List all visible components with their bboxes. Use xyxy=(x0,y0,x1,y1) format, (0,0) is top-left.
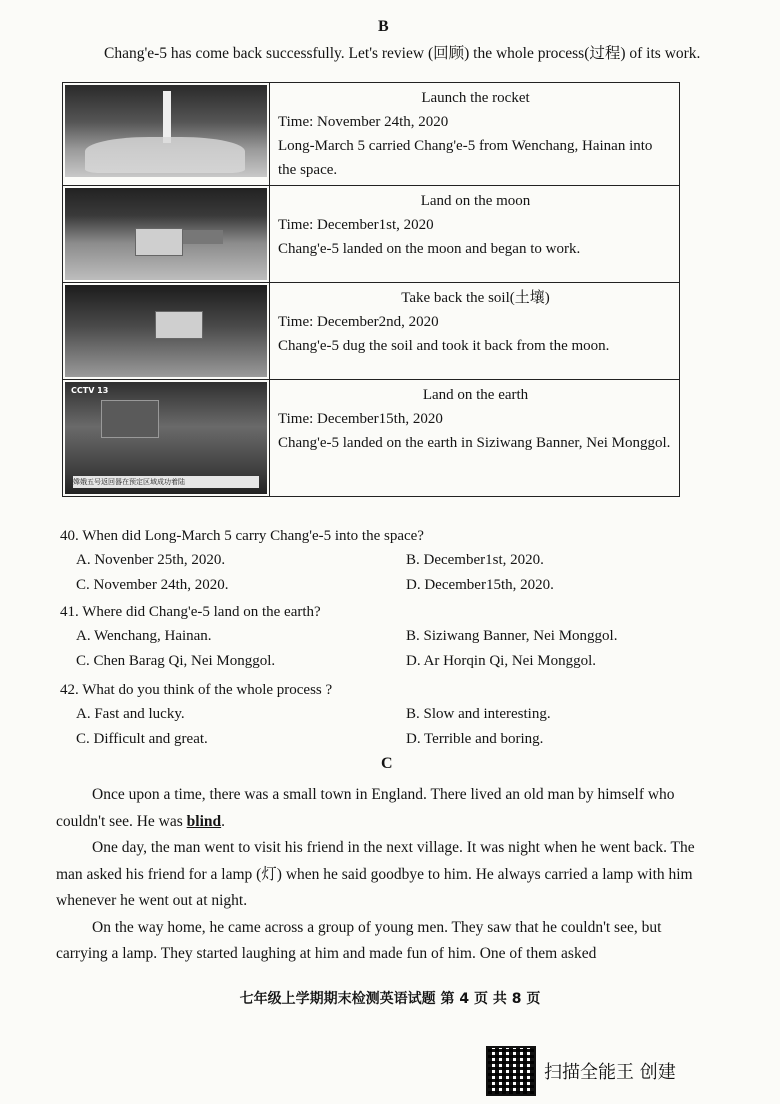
qr-code-icon xyxy=(486,1046,536,1096)
question-stem: 40. When did Long-March 5 carry Chang'e-5 into the space? xyxy=(60,528,424,544)
step-time: Time: December2nd, 2020 xyxy=(278,314,439,330)
section-c-heading: C xyxy=(381,755,393,772)
step-desc: Chang'e-5 landed on the earth in Siziwang Banner, Nei Monggol. xyxy=(278,435,671,451)
step-desc: Chang'e-5 landed on the moon and began to work. xyxy=(278,241,581,257)
rocket-launch-photo xyxy=(65,85,267,177)
question-stem: 41. Where did Chang'e-5 land on the earth? xyxy=(60,604,321,620)
question-stem: 42. What do you think of the whole process ? xyxy=(60,682,333,698)
lunar-sampling-photo xyxy=(65,285,267,377)
option-a: A. Fast and lucky. xyxy=(76,706,185,722)
paragraph-1 xyxy=(56,782,696,835)
paragraph-text: . xyxy=(221,812,225,830)
question-42 xyxy=(60,678,720,752)
moon-landing-photo xyxy=(65,188,267,280)
process-text-cell xyxy=(270,186,680,283)
option-c: C. November 24th, 2020. xyxy=(76,577,229,593)
table-row xyxy=(63,186,680,283)
tv-caption: 嫦娥五号返回器在预定区域成功着陆 xyxy=(73,476,259,488)
step-title: Take back the soil(土壤) xyxy=(401,290,550,306)
option-d: D. Ar Horqin Qi, Nei Monggol. xyxy=(406,653,596,669)
process-text-cell xyxy=(270,83,680,186)
question-41 xyxy=(60,600,720,674)
flag-shape xyxy=(101,400,159,438)
image-cell xyxy=(63,186,270,283)
step-time: Time: December15th, 2020 xyxy=(278,411,443,427)
smoke-shape xyxy=(85,137,245,173)
step-title: Land on the earth xyxy=(422,387,529,403)
process-text-cell xyxy=(270,380,680,497)
step-title: Launch the rocket xyxy=(421,90,530,106)
solar-panel-shape xyxy=(183,230,223,244)
section-b-heading: B xyxy=(378,18,389,35)
option-c: C. Difficult and great. xyxy=(76,731,208,747)
table-row xyxy=(63,283,680,380)
paragraph-text: Once upon a time, there was a small town in England. There lived an old man by himself who couldn't see. He was xyxy=(56,786,675,830)
option-c: C. Chen Barag Qi, Nei Monggol. xyxy=(76,653,276,669)
step-desc: Chang'e-5 dug the soil and took it back from the moon. xyxy=(278,338,610,354)
paragraph-2: One day, the man went to visit his friend in the next village. It was night when he went back. The man asked his friend for a lamp (灯) when he said goodbye to him. He always carried a lamp with him whenever he went out at night. xyxy=(56,839,695,909)
step-time: Time: December1st, 2020 xyxy=(278,217,434,233)
question-40 xyxy=(60,524,720,598)
lander-shape xyxy=(155,311,203,339)
step-desc: Long-March 5 carried Chang'e-5 from Wenchang, Hainan into the space. xyxy=(278,138,653,178)
tv-logo: CCTV 13 xyxy=(71,386,109,395)
table-row xyxy=(63,83,680,186)
scanner-watermark: 扫描全能王 创建 xyxy=(544,1062,676,1083)
section-c-passage xyxy=(56,782,696,968)
process-table xyxy=(62,82,680,497)
page-footer: 七年级上学期期末检测英语试题 第 4 页 共 8 页 xyxy=(239,991,541,1007)
option-d: D. December15th, 2020. xyxy=(406,577,554,593)
step-time: Time: November 24th, 2020 xyxy=(278,114,449,130)
image-cell xyxy=(63,380,270,497)
image-cell xyxy=(63,283,270,380)
step-title: Land on the moon xyxy=(420,193,531,209)
rocket-shape xyxy=(163,91,171,143)
earth-landing-tv-photo xyxy=(65,382,267,494)
blind-word: blind xyxy=(186,812,222,830)
section-b-intro: Chang'e-5 has come back successfully. Let's review (回顾) the whole process(过程) of its work. xyxy=(104,45,701,62)
option-a: A. Novenber 25th, 2020. xyxy=(76,552,226,568)
option-b: B. Siziwang Banner, Nei Monggol. xyxy=(406,628,618,644)
option-b: B. Slow and interesting. xyxy=(406,706,551,722)
table-row xyxy=(63,380,680,497)
lander-shape xyxy=(135,228,183,256)
paragraph-3: On the way home, he came across a group of young men. They saw that he couldn't see, but carrying a lamp. They started laughing at him and made fun of him. One of them asked xyxy=(56,918,662,962)
option-d: D. Terrible and boring. xyxy=(406,731,544,747)
image-cell xyxy=(63,83,270,186)
option-a: A. Wenchang, Hainan. xyxy=(76,628,212,644)
process-text-cell xyxy=(270,283,680,380)
option-b: B. December1st, 2020. xyxy=(406,552,544,568)
